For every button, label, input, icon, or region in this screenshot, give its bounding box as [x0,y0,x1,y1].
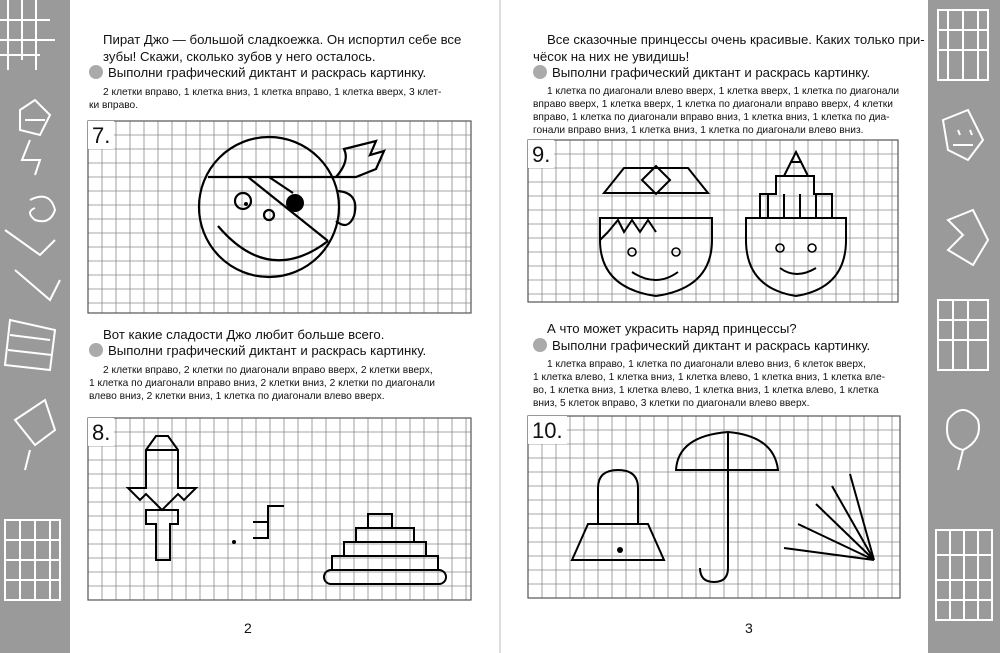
left-intro-line-2: зубы! Скажи, сколько зубов у него осталось. [103,49,376,64]
exercise-number-10: 10. [528,416,567,444]
exercise-number-9: 9. [528,140,554,168]
bullet-icon [89,65,103,79]
task-label: Выполни графический диктант и раскрась картинку. [108,343,427,358]
eyepatch-icon [286,194,304,212]
grid-exercise-8[interactable] [88,418,471,600]
bullet-icon [533,65,547,79]
pupil-icon [244,202,248,206]
dictation-8-line-1: 2 клетки вправо, 2 клетки по диагонали вправо вверх, 2 клетки вверх, [103,365,433,376]
left-task-instruction-1 [89,64,426,81]
grid-exercise-10[interactable] [528,416,900,598]
start-point-icon [232,540,236,544]
dictation-9-line-3: вправо, 1 клетка по диагонали вправо вниз, 1 клетка вниз, 1 клетка по диа- [533,112,890,123]
right-task-instruction-1 [533,64,870,81]
bullet-icon [89,343,103,357]
exercise-number-8: 8. [88,418,114,446]
eye-icon [808,244,816,252]
left-intro-2: Вот какие сладости Джо любит больше всего. [103,327,385,342]
right-task-instruction-2 [533,337,870,354]
dictation-10-line-2: 1 клетка влево, 1 клетка вниз, 1 клетка влево, 1 клетка вниз, 1 клетка вле- [533,372,886,383]
dictation-7-line-1: 2 клетки вправо, 1 клетка вниз, 1 клетка вправо, 1 клетка вверх, 3 клет- [103,87,442,98]
task-label: Выполни графический диктант и раскрась картинку. [108,65,427,80]
grid-exercise-9[interactable] [528,140,898,302]
left-intro-line-1: Пират Джо — большой сладкоежка. Он испортил себе все [103,32,462,47]
left-task-instruction-2 [89,342,426,359]
book-spine [499,0,501,653]
task-label: Выполни графический диктант и раскрась картинку. [552,338,871,353]
dictation-10-line-3: во, 1 клетка вниз, 1 клетка влево, 1 клетка вниз, 1 клетка влево, 1 клетка [533,385,879,396]
dictation-8-line-2: 1 клетка по диагонали вправо вниз, 2 клетки вниз, 2 клетки по диагонали [89,378,435,389]
doodle-decoration [0,0,70,653]
right-intro-line-1: Все сказочные принцессы очень красивые. Каких только при- [547,32,925,47]
right-intro-line-2: чёсок на них не увидишь! [533,49,690,64]
right-decorative-margin [928,0,1000,653]
left-decorative-margin [0,0,70,653]
page-number-left: 2 [244,620,252,636]
dictation-8-line-3: влево вниз, 2 клетки вниз, 1 клетка по диагонали влево вверх. [89,391,385,402]
dictation-10-line-1: 1 клетка вправо, 1 клетка по диагонали влево вниз, 6 клеток вверх, [547,359,866,370]
exercise-number-7: 7. [88,121,114,149]
doodle-decoration [928,0,1000,653]
dictation-7-line-2: ки вправо. [89,100,139,111]
accessories-drawing [572,432,874,582]
dictation-9-line-1: 1 клетка по диагонали влево вверх, 1 клетка вверх, 1 клетка по диагонали [547,86,900,97]
clasp-icon [617,547,623,553]
dictation-9-line-2: вправо вверх, 1 клетка вверх, 1 клетка по диагонали вправо вверх, 4 клетки [533,99,893,110]
grid-lines [88,121,471,313]
dictation-10-line-4: вниз, 5 клеток вправо, 3 клетки по диагонали влево вверх. [533,398,810,409]
right-intro-2: А что может украсить наряд принцессы? [547,321,797,336]
task-label: Выполни графический диктант и раскрась картинку. [552,65,871,80]
bullet-icon [533,338,547,352]
page-number-right: 3 [745,620,753,636]
dictation-9-line-4: гонали вправо вниз, 1 клетка вниз, 1 клетка по диагонали влево вниз. [533,125,864,136]
grid-exercise-7[interactable] [88,121,471,313]
sweets-drawing [128,436,446,584]
